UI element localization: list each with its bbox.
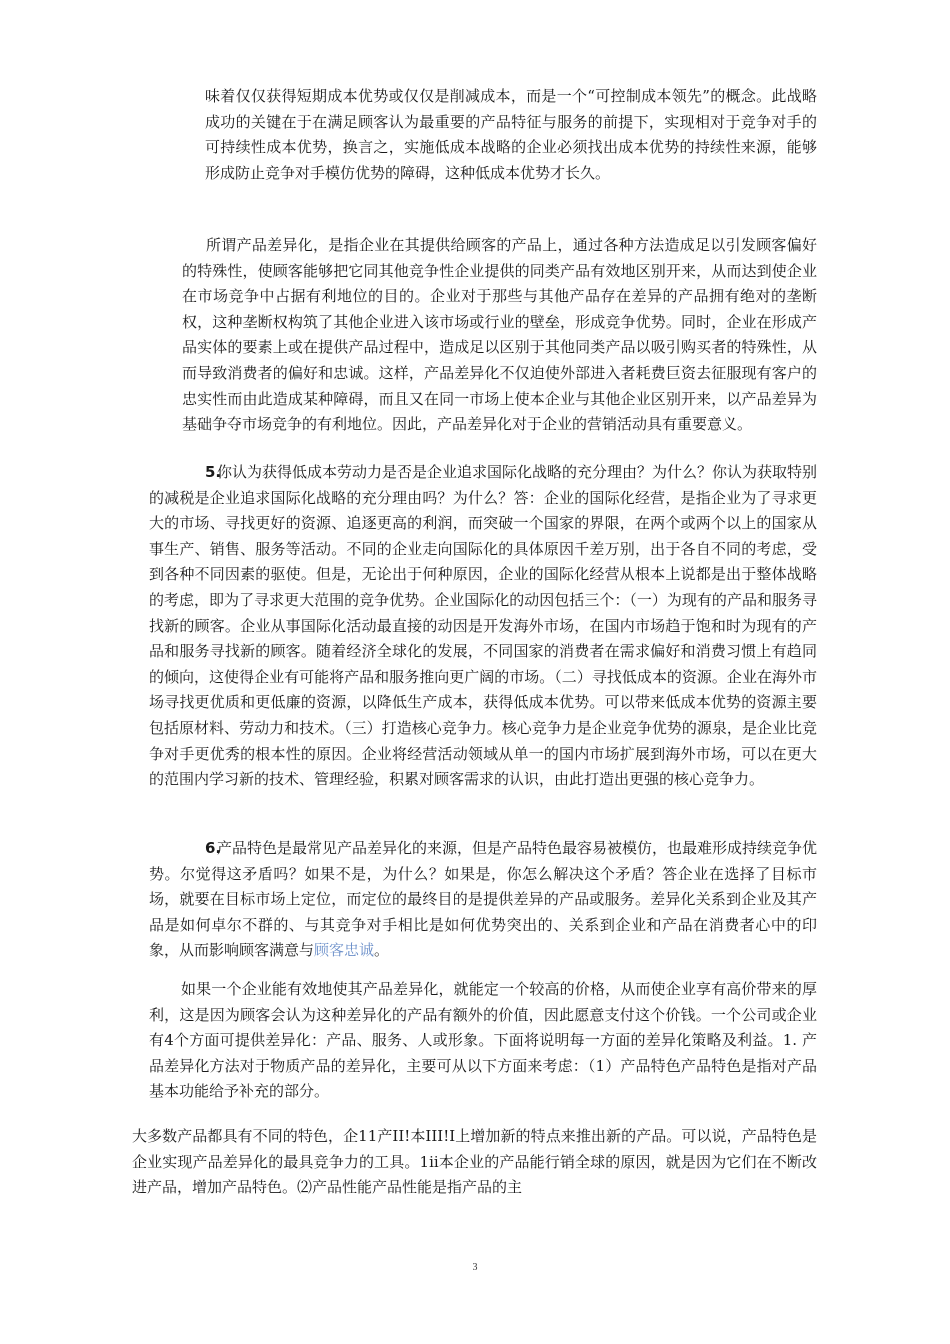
question-number: 6. — [205, 839, 222, 857]
question-6-end: 。 — [374, 941, 390, 960]
question-6-paragraph — [149, 836, 817, 964]
paragraph-product-differentiation: 所谓产品差异化，是指企业在其提供给顾客的产品上，通过各种方法造成足以引发顾客偏好的特殊性，使顾客能够把它同其他竞争性企业提供的同类产品有效地区别开来，从而达到使企业在市场竞争中占据有利地位的目的。企业对于那些与其他产品存在差异的产品拥有绝对的垄断权，这种垄断权构筑了其他企业进入该市场或行业的壁垒，形成竞争优势。同时，企业在形成产品实体的要素上或在提供产品过程中，造成足以区别于其他同类产品以吸引购买者的特殊性，从而导致消费者的偏好和忠诚。这样，产品差异化不仅迫使外部进入者耗费巨资去征服现有客户的忠实性而由此造成某种障碍，而且又在同一市场上使本企业与其他企业区别开来，以产品差异为基础争夺市场竞争的有利地位。因此，产品差异化对于企业的营销活动具有重要意义。 — [182, 236, 817, 434]
question-5-paragraph — [149, 460, 817, 793]
page-number: 3 — [472, 1262, 478, 1273]
question-6-text: 产品特色是最常见产品差异化的来源，但是产品特色最容易被模仿，也最难形成持续竞争优势。尔觉得这矛盾吗？如果不是，为什么？如果是，你怎么解决这个矛盾？答企业在选择了目标市场，就要在目标市场上定位，而定位的最终目的是提供差异的产品或服务。差异化关系到企业及其产品是如何卓尔不群的、与其竞争对手相比是如何优势突出的、关系到企业和产品在消费者心中的印象，从而影响顾客满意与 — [149, 839, 818, 960]
question-number: 5. — [205, 463, 222, 481]
paragraph-product-features: 大多数产品都具有不同的特色，企11产II!本III!I上增加新的特点来推出新的产品。可以说，产品特色是企业实现产品差异化的最具竞争力的工具。1ii本企业的产品能行销全球的原因，就是因为它们在不断改进产品，增加产品特色。⑵产品性能产品性能是指产品的主 — [132, 1127, 817, 1197]
paragraph-cost-leadership-continued: 味着仅仅获得短期成本优势或仅仅是削减成本，而是一个“可控制成本领先”的概念。此战略成功的关键在于在满足顾客认为最重要的产品特征与服务的前提下，实现相对于竞争对手的可持续性成本优势，换言之，实施低成本战略的企业必须找出成本优势的持续性来源，能够形成防止竞争对手模仿优势的障碍，这种低成本优势才长久。 — [205, 87, 817, 182]
customer-loyalty-link[interactable]: 顾客忠诚 — [314, 941, 375, 960]
paragraph-differentiation-methods: 如果一个企业能有效地使其产品差异化，就能定一个较高的价格，从而使企业享有高价带来的厚利，这是因为顾客会认为这种差异化的产品有额外的价值，因此愿意支付这个价钱。一个公司或企业有4个方面可提供差异化：产品、服务、人或形象。下面将说明每一方面的差异化策略及利益。1. 产品差异化方法对于物质产品的差异化，主要可从以下方面来考虑：（1）产品特色产品特色是指对产品基本功能给予补充的部分。 — [149, 980, 817, 1101]
question-5-text: 你认为获得低成本劳动力是否是企业追求国际化战略的充分理由？为什么？你认为获取特别的减税是企业追求国际化战略的充分理由吗？为什么？答：企业的国际化经营，是指企业为了寻求更大的市场、寻找更好的资源、追逐更高的利润，而突破一个国家的界限，在两个或两个以上的国家从事生产、销售、服务等活动。不同的企业走向国际化的具体原因千差万别，出于各自不同的考虑，受到各种不同因素的驱使。但是，无论出于何种原因，企业的国际化经营从根本上说都是出于整体战略的考虑，即为了寻求更大范围的竞争优势。企业国际化的动因包括三个：（一）为现有的产品和服务寻找新的顾客。企业从事国际化活动最直接的动因是开发海外市场，在国内市场趋于饱和时为现有的产品和服务寻找新的顾客。随着经济全球化的发展，不同国家的消费者在需求偏好和消费习惯上有趋同的倾向，这使得企业有可能将产品和服务推向更广阔的市场。（二）寻找低成本的资源。企业在海外市场寻找更优质和更低廉的资源，以降低生产成本，获得低成本优势。可以带来低成本优势的资源主要包括原材料、劳动力和技术。（三）打造核心竞争力。核心竞争力是企业竞争优势的源泉，是企业比竞争对手更优秀的根本性的原因。企业将经营活动领域从单一的国内市场扩展到海外市场，可以在更大的范围内学习新的技术、管理经验，积累对顾客需求的认识，由此打造出更强的核心竞争力。 — [149, 463, 818, 789]
